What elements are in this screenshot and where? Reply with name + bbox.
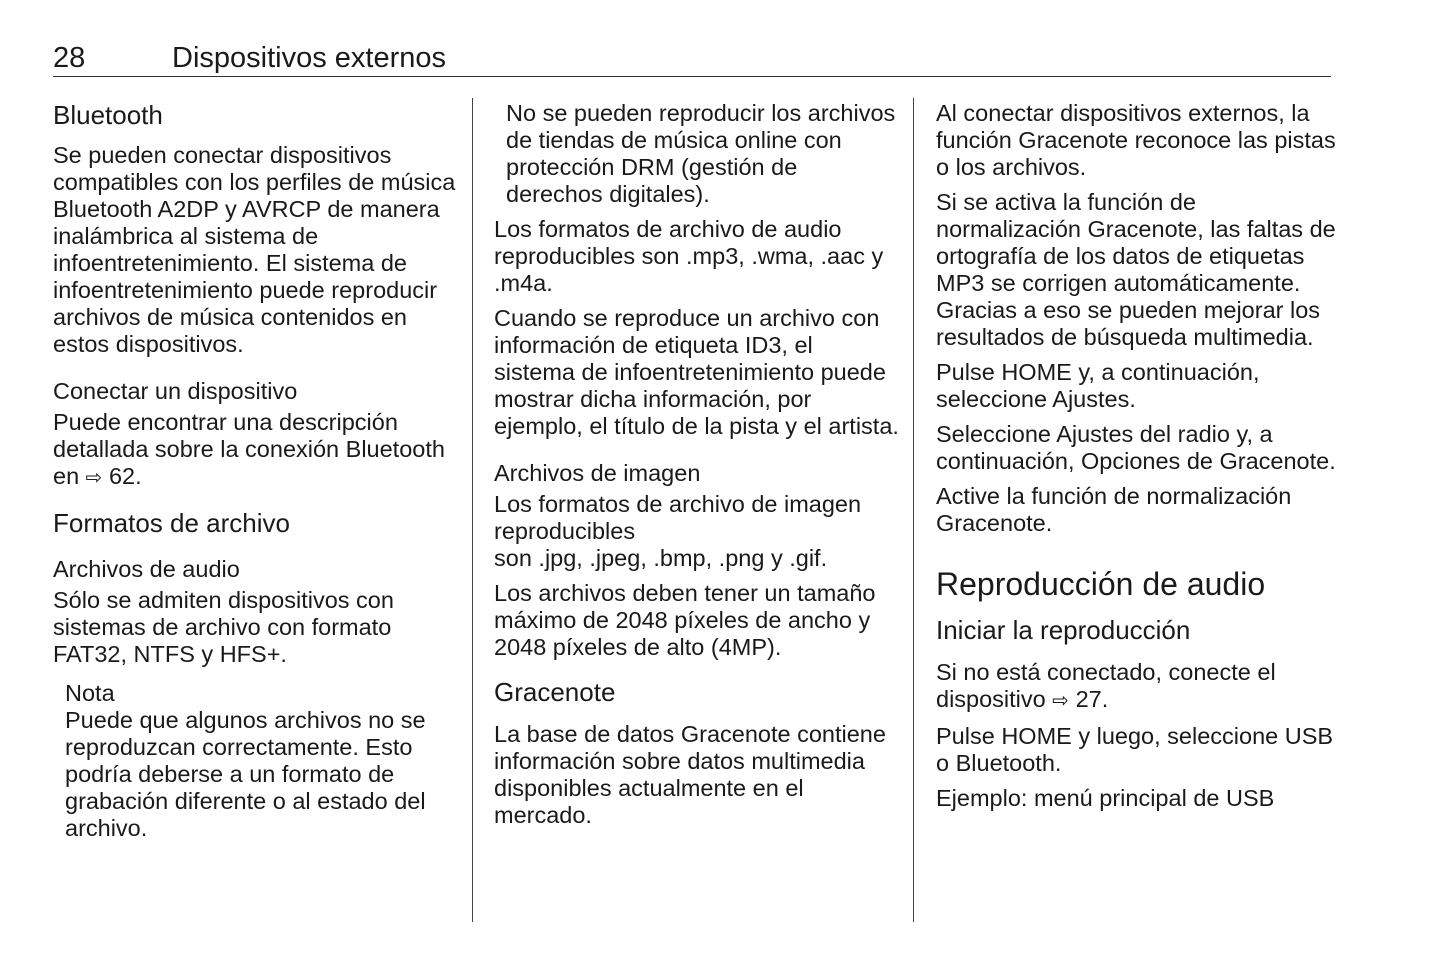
audio-formats-paragraph: Los formatos de archivo de audio reproducibles son .mp3, .wma, .aac y .m4a. — [494, 216, 884, 296]
column-middle — [494, 98, 899, 829]
section-heading-formats: Formatos de archivo — [53, 508, 290, 538]
page-ref-arrow-icon: ⇨ — [1052, 690, 1070, 712]
select-source-paragraph: Pulse HOME y luego, seleccione USB o Bluetooth. — [936, 723, 1334, 776]
note-heading: Nota — [65, 680, 115, 706]
image-formats-line-1: Los formatos de archivo de imagen reproducibles — [494, 491, 862, 544]
connect-paragraph — [53, 409, 458, 492]
bluetooth-paragraph: Se pueden conectar dispositivos compatibles con los perfiles de música Bluetooth A2DP y AVRCP de manera inalámbrica al sistema de infoentretenimiento. El sistema de infoentretenimiento puede reproducir archivos de música contenidos en estos dispositivos. — [53, 142, 456, 357]
page-header — [53, 40, 1331, 77]
example-caption: Ejemplo: menú principal de USB — [936, 785, 1275, 811]
chapter-title: Dispositivos externos — [172, 42, 446, 74]
note-paragraph: Puede que algunos archivos no se reproduzcan correctamente. Esto podría deberse a un formato de grabación diferente o al estado del archivo. — [65, 707, 426, 841]
column-right — [936, 98, 1336, 812]
subheading-image-files: Archivos de imagen — [494, 460, 701, 486]
connect-device-paragraph — [936, 659, 1336, 715]
section-heading-audio-playback: Reproducción de audio — [936, 566, 1266, 602]
subheading-connect-device: Conectar un dispositivo — [53, 378, 298, 404]
drm-paragraph: No se pueden reproducir los archivos de tiendas de música online con protección DRM (gestión de derechos digitales). — [506, 100, 896, 207]
audio-files-paragraph: Sólo se admiten dispositivos con sistemas de archivo con formato FAT32, NTFS y HFS+. — [53, 587, 394, 667]
page-number: 28 — [53, 42, 86, 74]
gracenote-recognize-paragraph: Al conectar dispositivos externos, la función Gracenote reconoce las pistas o los archivos. — [936, 100, 1336, 180]
gracenote-paragraph: La base de datos Gracenote contiene información sobre datos multimedia disponibles actualmente en el mercado. — [494, 721, 886, 828]
note-box — [53, 680, 458, 842]
column-divider — [472, 98, 473, 922]
id3-paragraph: Cuando se reproduce un archivo con información de etiqueta ID3, el sistema de infoentretenimiento puede mostrar dicha información, por ejemplo, el título de la pista y el artista. — [494, 305, 899, 439]
column-divider — [913, 98, 914, 922]
column-left — [53, 98, 458, 842]
image-formats-line-2: son .jpg, .jpeg, .bmp, .png y .gif. — [494, 545, 828, 571]
normalization-paragraph: Si se activa la función de normalización Gracenote, las faltas de ortografía de los datos de etiquetas MP3 se corrigen automáticamente. Gracias a eso se pueden mejorar los resultados de búsqueda multimedia. — [936, 189, 1336, 350]
subheading-audio-files: Archivos de audio — [53, 556, 240, 582]
connect-device-text: Si no está conectado, conecte el dispositivo — [936, 659, 1276, 712]
page-ref-link[interactable]: 62. — [108, 463, 142, 489]
section-heading-gracenote: Gracenote — [494, 677, 616, 707]
image-size-paragraph: Los archivos deben tener un tamaño máximo de 2048 píxeles de ancho y 2048 píxeles de alto (4MP). — [494, 580, 876, 660]
page-ref-arrow-icon: ⇨ — [85, 467, 103, 489]
page-ref-link[interactable]: 27. — [1075, 686, 1109, 712]
subheading-start-playback: Iniciar la reproducción — [936, 615, 1191, 645]
section-heading-bluetooth: Bluetooth — [53, 100, 163, 130]
connect-text: Puede encontrar una descripción detallada sobre la conexión Bluetooth en — [53, 409, 445, 489]
activate-paragraph: Active la función de normalización Gracenote. — [936, 483, 1292, 536]
home-settings-paragraph: Pulse HOME y, a continuación, seleccione Ajustes. — [936, 359, 1260, 412]
radio-settings-paragraph: Seleccione Ajustes del radio y, a continuación, Opciones de Gracenote. — [936, 421, 1336, 474]
